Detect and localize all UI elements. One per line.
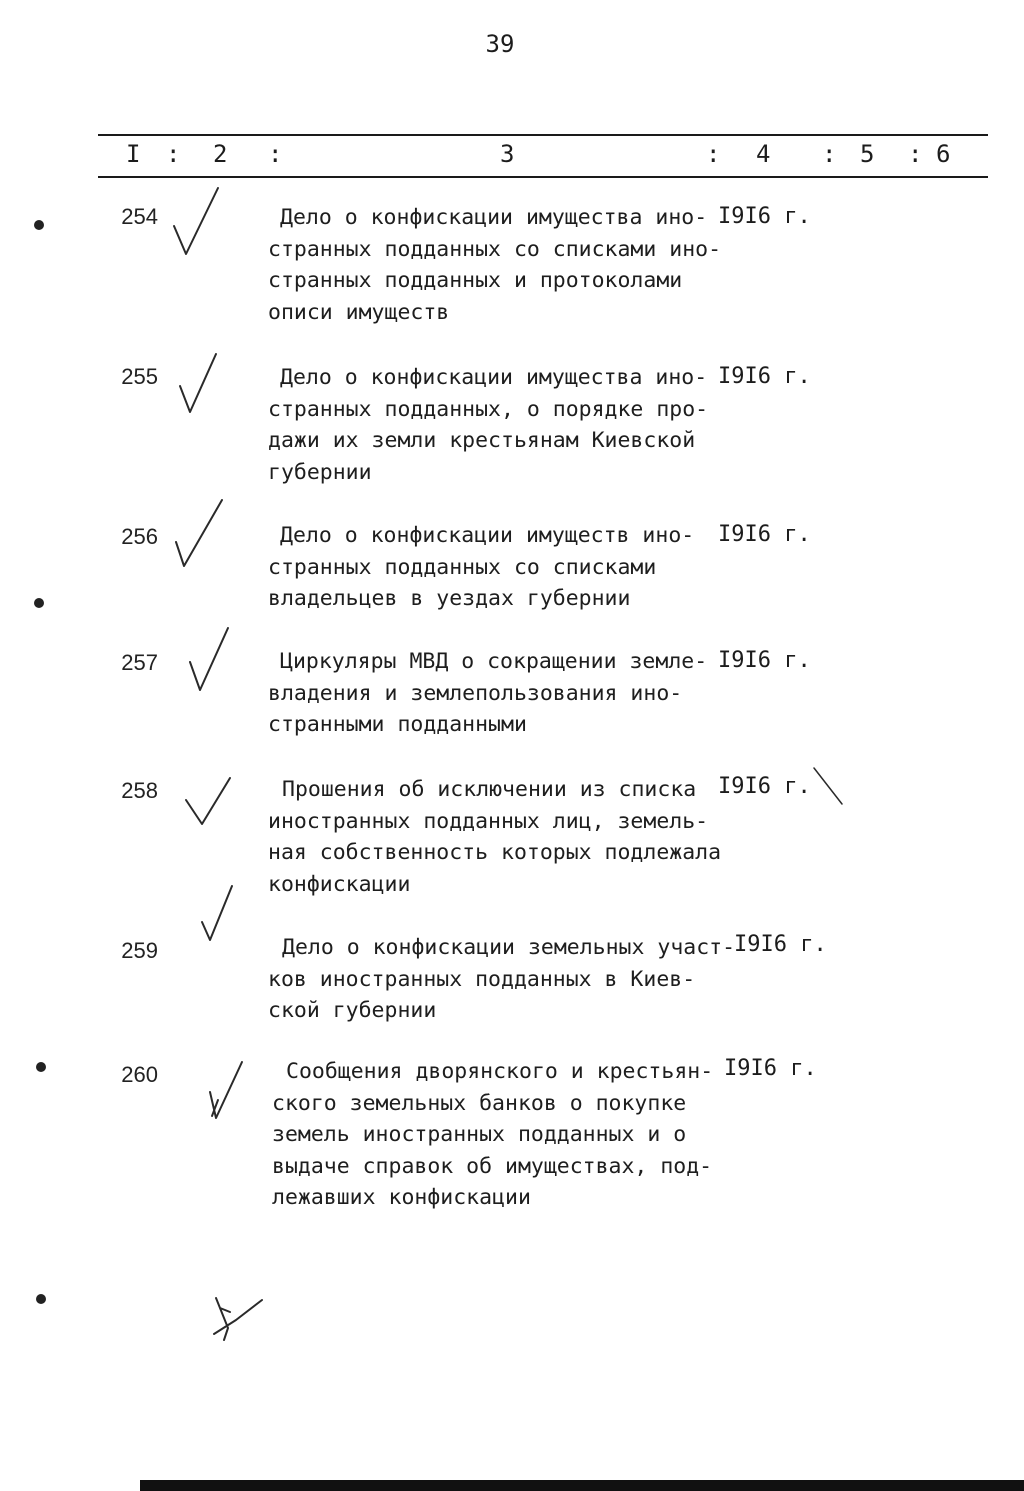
description-line: выдаче справок об имуществах, под- (272, 1153, 713, 1179)
column-separator: : (908, 140, 923, 168)
description-line: странными подданными (268, 712, 527, 737)
entry-number: 259 (121, 938, 158, 963)
entry-number: 257 (121, 650, 158, 675)
punch-hole (34, 598, 44, 608)
scan-edge (140, 1480, 1024, 1491)
page-number: 39 (485, 30, 515, 58)
column-header-2: 2 (213, 140, 228, 168)
entry-number: 254 (121, 204, 158, 229)
checkmark-icon (168, 182, 238, 272)
description-line: Дело о конфискации имущества ино- (280, 205, 708, 230)
entry-year: I9I6 г. (718, 522, 811, 547)
entry-description (268, 646, 728, 741)
entry-year: I9I6 г. (718, 364, 811, 389)
entry-description (268, 202, 728, 328)
pencil-mark-icon (808, 762, 848, 812)
entry-number: 256 (121, 524, 158, 549)
entry-description (268, 774, 728, 900)
column-separator: : (268, 140, 283, 168)
description-line: странных подданных со списками (268, 554, 657, 580)
description-line: Прошения об исключении из списка (282, 777, 697, 802)
punch-hole (36, 1062, 46, 1072)
description-line: земель иностранных подданных и о (272, 1122, 687, 1147)
checkmark-icon (170, 494, 240, 574)
description-line: описи имуществ (268, 299, 450, 325)
table-rule-top (98, 134, 988, 136)
entry-number: 260 (121, 1062, 158, 1087)
description-line: Дело о конфискации земельных участ- (282, 935, 736, 960)
pencil-mark-icon (206, 1290, 276, 1350)
description-line: ской губернии (268, 998, 437, 1023)
entry-year: I9I6 г. (724, 1056, 817, 1081)
column-header-4: 4 (756, 140, 771, 168)
column-header-3: 3 (500, 140, 515, 168)
column-separator: : (706, 140, 721, 168)
description-line: ная собственность которых подлежала (268, 840, 722, 865)
entry-description (268, 520, 728, 615)
description-line: лежавших конфискации (272, 1185, 531, 1210)
description-line: Сообщения дворянского и крестьян- (286, 1059, 714, 1084)
description-line: Дело о конфискации имуществ ино- (280, 523, 695, 548)
entry-number: 258 (121, 778, 158, 803)
table-rule-bottom (98, 176, 988, 178)
description-line: ков иностранных подданных в Киев- (268, 966, 696, 992)
checkmark-icon (180, 772, 240, 832)
entry-year: I9I6 г. (718, 774, 811, 799)
description-line: странных подданных, о порядке про- (268, 396, 709, 422)
entry-year: I9I6 г. (718, 204, 811, 229)
description-line: ского земельных банков о покупке (272, 1090, 687, 1116)
entry-year: I9I6 г. (718, 648, 811, 673)
entry-number: 255 (121, 364, 158, 389)
description-line: дажи их земли крестьянам Киевской (268, 428, 696, 453)
description-line: странных подданных со списками ино- (268, 236, 722, 262)
entry-description (268, 362, 728, 488)
checkmark-icon (172, 346, 242, 426)
checkmark-icon (204, 1056, 254, 1126)
column-separator: : (822, 140, 837, 168)
description-line: иностранных подданных лиц, земель- (268, 808, 709, 834)
checkmark-icon (196, 880, 246, 950)
description-line: Дело о конфискации имущества ино- (280, 365, 708, 390)
entry-description (272, 1056, 732, 1214)
column-header-5: 5 (860, 140, 875, 168)
description-line: владельцев в уездах губернии (268, 586, 631, 611)
column-header-1: I (126, 140, 141, 168)
entry-description (268, 932, 748, 1027)
column-separator: : (166, 140, 181, 168)
punch-hole (34, 220, 44, 230)
column-header-6: 6 (936, 140, 951, 168)
entry-year: I9I6 г. (734, 932, 827, 957)
description-line: Циркуляры МВД о сокращении земле- (280, 649, 708, 674)
description-line: странных подданных и протоколами (268, 268, 683, 293)
checkmark-icon (184, 622, 244, 702)
description-line: владения и землепользования ино- (268, 680, 683, 706)
description-line: губернии (268, 459, 372, 485)
description-line: конфискации (268, 871, 411, 897)
punch-hole (36, 1294, 46, 1304)
